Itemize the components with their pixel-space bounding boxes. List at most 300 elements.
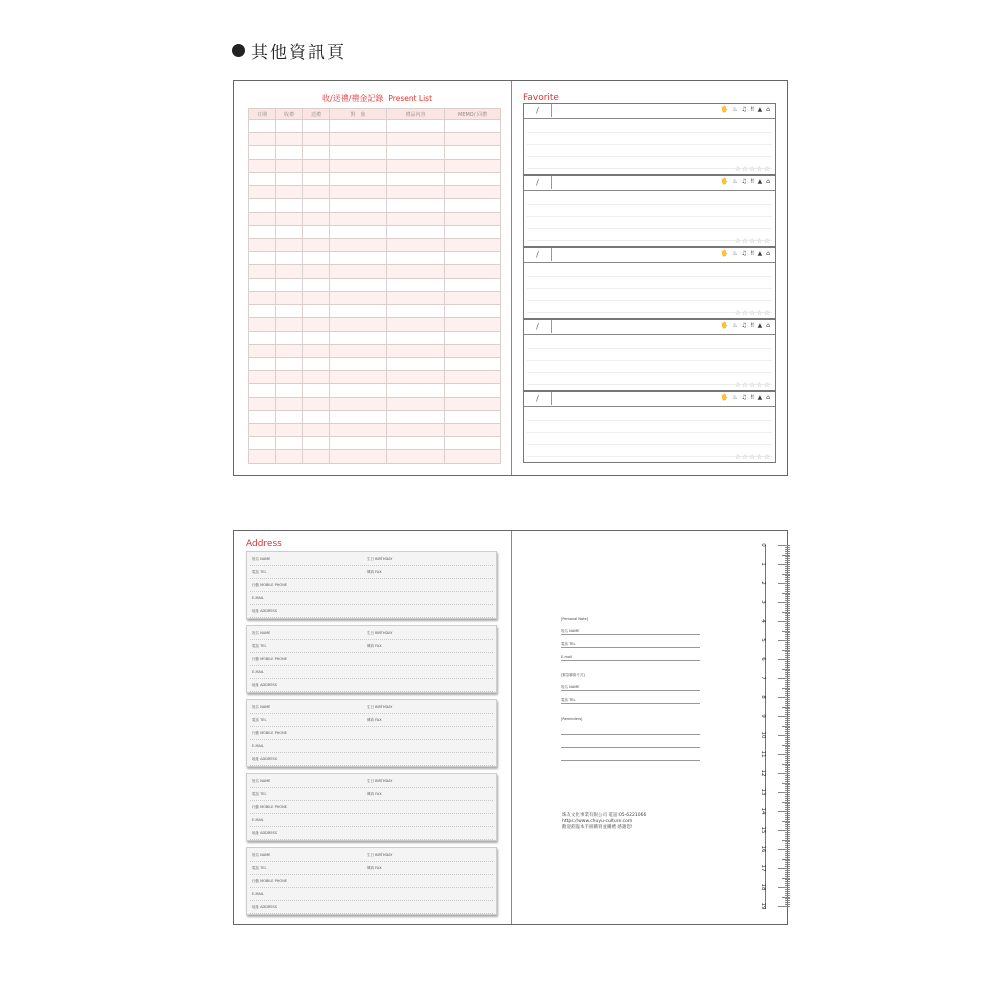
table-cell[interactable] — [303, 159, 330, 172]
table-cell[interactable] — [330, 450, 387, 464]
table-cell[interactable] — [387, 278, 445, 291]
ruler-tick — [785, 872, 790, 873]
table-cell[interactable] — [303, 331, 330, 344]
address-field-label: 行動 MOBILE PHONE — [252, 879, 287, 883]
ruler-tick — [785, 826, 790, 827]
table-cell[interactable] — [276, 424, 303, 437]
ruler-tick — [785, 674, 790, 675]
table-cell[interactable] — [330, 344, 387, 357]
table-cell[interactable] — [303, 410, 330, 423]
ruler-tick — [785, 570, 790, 571]
table-cell[interactable] — [249, 278, 276, 291]
rating-stars-icon[interactable]: ☆☆☆☆☆ — [734, 165, 771, 173]
ruler-number: 16 — [760, 845, 766, 853]
address-field-label: 地址 ADDRESS — [252, 831, 277, 835]
category-icons: 🖐 ♨ ♫ ‼ ▲ ⌂ — [720, 322, 771, 329]
table-cell[interactable] — [445, 424, 501, 437]
table-cell[interactable] — [330, 238, 387, 251]
table-cell[interactable] — [249, 159, 276, 172]
table-cell[interactable] — [276, 291, 303, 304]
table-cell[interactable] — [387, 265, 445, 278]
ruler-tick — [785, 800, 790, 801]
table-cell[interactable] — [249, 357, 276, 370]
ruler-tick — [785, 855, 790, 856]
writing-line — [527, 156, 772, 157]
table-row — [249, 384, 501, 397]
table-cell[interactable] — [330, 305, 387, 318]
present-list-column-header: 對 象 — [330, 109, 387, 120]
address-field-label: 生日 BIRTHDAY — [367, 631, 393, 635]
table-cell[interactable] — [249, 371, 276, 384]
table-cell[interactable] — [445, 159, 501, 172]
table-cell[interactable] — [330, 186, 387, 199]
address-card — [246, 551, 497, 619]
table-cell[interactable] — [276, 186, 303, 199]
ruler-tick — [782, 764, 790, 765]
table-cell[interactable] — [276, 252, 303, 265]
table-cell[interactable] — [445, 252, 501, 265]
table-cell[interactable] — [445, 410, 501, 423]
table-cell[interactable] — [249, 146, 276, 159]
ruler-tick — [778, 773, 790, 774]
table-cell[interactable] — [445, 146, 501, 159]
ruler-tick — [782, 555, 790, 556]
ruler-tick — [785, 549, 790, 550]
ruler-tick — [785, 815, 790, 816]
ruler-tick — [785, 693, 790, 694]
table-cell[interactable] — [387, 252, 445, 265]
table-cell[interactable] — [387, 437, 445, 450]
address-field-row[interactable] — [250, 626, 493, 640]
ruler-tick — [782, 612, 790, 613]
writing-line — [527, 360, 772, 361]
table-cell[interactable] — [445, 397, 501, 410]
table-cell[interactable] — [303, 318, 330, 331]
address-field-row[interactable] — [250, 726, 493, 740]
address-field-row[interactable] — [250, 861, 493, 875]
ruler-tick — [785, 598, 790, 599]
table-cell[interactable] — [330, 357, 387, 370]
table-cell[interactable] — [249, 397, 276, 410]
table-cell[interactable] — [303, 450, 330, 464]
address-field-label: 姓名 NAME — [252, 631, 271, 635]
ruler-tick — [785, 606, 790, 607]
address-field-row[interactable] — [250, 848, 493, 862]
table-cell[interactable] — [303, 291, 330, 304]
date-field[interactable]: / — [524, 248, 552, 261]
address-field-row[interactable] — [250, 739, 493, 753]
table-cell[interactable] — [330, 212, 387, 225]
favorite-entry — [523, 175, 776, 247]
ruler-tick — [785, 684, 790, 685]
address-field-row[interactable] — [250, 665, 493, 679]
table-cell[interactable] — [387, 357, 445, 370]
table-cell[interactable] — [276, 450, 303, 464]
ruler-tick — [785, 807, 790, 808]
table-cell[interactable] — [387, 225, 445, 238]
ruler-tick — [785, 889, 790, 890]
address-field-label: 生日 BIRTHDAY — [367, 853, 393, 857]
table-cell[interactable] — [276, 172, 303, 185]
table-cell[interactable] — [249, 305, 276, 318]
ruler-tick — [785, 712, 790, 713]
ruler-tick — [785, 560, 790, 561]
table-cell[interactable] — [276, 318, 303, 331]
table-cell[interactable] — [445, 384, 501, 397]
reminders-heading: [Reminders] — [561, 717, 583, 721]
rating-stars-icon[interactable]: ☆☆☆☆☆ — [734, 237, 771, 245]
table-cell[interactable] — [387, 397, 445, 410]
ruler-tick — [785, 676, 790, 677]
table-cell[interactable] — [303, 186, 330, 199]
address-field-row[interactable] — [250, 678, 493, 692]
address-field-row[interactable] — [250, 713, 493, 727]
table-cell[interactable] — [387, 424, 445, 437]
table-cell[interactable] — [445, 212, 501, 225]
table-cell[interactable] — [249, 225, 276, 238]
table-cell[interactable] — [276, 212, 303, 225]
table-cell[interactable] — [276, 331, 303, 344]
table-cell[interactable] — [276, 159, 303, 172]
table-cell[interactable] — [330, 225, 387, 238]
ruler-tick — [785, 775, 790, 776]
ruler-tick — [785, 762, 790, 763]
table-cell[interactable] — [303, 172, 330, 185]
address-field-row[interactable] — [250, 552, 493, 566]
ruler-tick — [785, 562, 790, 563]
writing-line — [527, 288, 772, 289]
present-list-title-en: Present List — [388, 94, 433, 103]
table-cell[interactable] — [330, 318, 387, 331]
table-row — [249, 186, 501, 199]
table-cell[interactable] — [249, 212, 276, 225]
table-cell[interactable] — [330, 159, 387, 172]
table-cell[interactable] — [387, 331, 445, 344]
table-cell[interactable] — [445, 172, 501, 185]
address-field-label: 電話 TEL — [252, 718, 267, 722]
table-cell[interactable] — [445, 357, 501, 370]
table-cell[interactable] — [249, 450, 276, 464]
table-cell[interactable] — [276, 238, 303, 251]
rating-stars-icon[interactable]: ☆☆☆☆☆ — [734, 309, 771, 317]
date-field[interactable]: / — [524, 104, 552, 117]
table-cell[interactable] — [445, 133, 501, 146]
table-cell[interactable] — [249, 120, 276, 133]
table-cell[interactable] — [445, 291, 501, 304]
address-field-row[interactable] — [250, 774, 493, 788]
table-row — [249, 238, 501, 251]
table-cell[interactable] — [330, 371, 387, 384]
address-field-row[interactable] — [250, 639, 493, 653]
table-cell[interactable] — [330, 410, 387, 423]
table-cell[interactable] — [303, 252, 330, 265]
address-field-label: E-MAIL — [252, 892, 264, 896]
address-field-label: 生日 BIRTHDAY — [367, 557, 393, 561]
table-cell[interactable] — [276, 278, 303, 291]
table-cell[interactable] — [387, 133, 445, 146]
table-cell[interactable] — [387, 371, 445, 384]
spread-present-favorite — [233, 80, 788, 476]
rating-stars-icon[interactable]: ☆☆☆☆☆ — [734, 381, 771, 389]
address-field-row[interactable] — [250, 813, 493, 827]
table-cell[interactable] — [303, 238, 330, 251]
date-field[interactable]: / — [524, 320, 552, 333]
ruler-tick — [785, 836, 790, 837]
bullet-icon — [232, 44, 245, 57]
table-cell[interactable] — [387, 212, 445, 225]
table-cell[interactable] — [330, 437, 387, 450]
table-cell[interactable] — [445, 265, 501, 278]
ruler-tick — [785, 661, 790, 662]
table-cell[interactable] — [330, 172, 387, 185]
table-cell[interactable] — [249, 238, 276, 251]
address-field-row[interactable] — [250, 604, 493, 618]
table-cell[interactable] — [303, 199, 330, 212]
personal-name-label: 姓名 NAME — [561, 629, 580, 633]
table-cell[interactable] — [276, 120, 303, 133]
address-field-row[interactable] — [250, 887, 493, 901]
table-cell[interactable] — [387, 159, 445, 172]
ruler-tick — [785, 902, 790, 903]
table-cell[interactable] — [330, 146, 387, 159]
table-cell[interactable] — [303, 133, 330, 146]
table-cell[interactable] — [249, 331, 276, 344]
table-cell[interactable] — [276, 410, 303, 423]
table-cell[interactable] — [330, 199, 387, 212]
ruler-tick — [785, 720, 790, 721]
ruler-number: 14 — [760, 807, 766, 815]
ruler-tick — [785, 634, 790, 635]
table-cell[interactable] — [330, 120, 387, 133]
ruler-tick — [785, 790, 790, 791]
table-cell[interactable] — [276, 344, 303, 357]
table-cell[interactable] — [276, 357, 303, 370]
favorite-title: Favorite — [523, 93, 559, 103]
table-cell[interactable] — [249, 199, 276, 212]
table-cell[interactable] — [249, 344, 276, 357]
category-icons: 🖐 ♨ ♫ ‼ ▲ ⌂ — [720, 394, 771, 401]
ruler-tick — [778, 716, 790, 717]
table-cell[interactable] — [445, 278, 501, 291]
table-cell[interactable] — [303, 384, 330, 397]
category-icons: 🖐 ♨ ♫ ‼ ▲ ⌂ — [720, 106, 771, 113]
present-list-column-header: 日期 — [249, 109, 276, 120]
table-cell[interactable] — [303, 265, 330, 278]
ruler-tick — [785, 663, 790, 664]
table-cell[interactable] — [249, 252, 276, 265]
ruler-tick — [785, 741, 790, 742]
table-cell[interactable] — [303, 305, 330, 318]
ruler-tick — [785, 853, 790, 854]
table-cell[interactable] — [249, 172, 276, 185]
address-title: Address — [246, 539, 282, 549]
address-field-row[interactable] — [250, 826, 493, 840]
ruler-tick — [785, 600, 790, 601]
ruler-tick — [782, 688, 790, 689]
ruler-tick — [785, 838, 790, 839]
date-field[interactable]: / — [524, 176, 552, 189]
ruler-tick — [785, 822, 790, 823]
page-heading-text: 其他資訊頁 — [251, 43, 346, 63]
table-cell[interactable] — [249, 186, 276, 199]
ruler-tick — [785, 803, 790, 804]
table-row — [249, 146, 501, 159]
ruler-tick — [785, 613, 790, 614]
ruler-tick — [782, 650, 790, 651]
table-cell[interactable] — [249, 424, 276, 437]
ruler-tick — [785, 847, 790, 848]
address-field-row[interactable] — [250, 800, 493, 814]
table-cell[interactable] — [387, 384, 445, 397]
table-cell[interactable] — [445, 305, 501, 318]
table-cell[interactable] — [303, 225, 330, 238]
table-cell[interactable] — [330, 397, 387, 410]
ruler-tick — [785, 604, 790, 605]
table-cell[interactable] — [303, 344, 330, 357]
ruler-tick — [778, 887, 790, 888]
table-cell[interactable] — [387, 186, 445, 199]
address-field-row[interactable] — [250, 787, 493, 801]
table-cell[interactable] — [387, 199, 445, 212]
address-field-row[interactable] — [250, 591, 493, 605]
table-row — [249, 172, 501, 185]
address-field-row[interactable] — [250, 874, 493, 888]
address-field-label: 行動 MOBILE PHONE — [252, 657, 287, 661]
table-cell[interactable] — [387, 146, 445, 159]
ruler-tick — [785, 547, 790, 548]
ruler-tick — [778, 868, 790, 869]
table-cell[interactable] — [445, 450, 501, 464]
table-cell[interactable] — [330, 133, 387, 146]
table-cell[interactable] — [276, 265, 303, 278]
ruler-number: 11 — [760, 750, 766, 758]
table-cell[interactable] — [303, 357, 330, 370]
table-cell[interactable] — [276, 371, 303, 384]
ruler-tick — [785, 691, 790, 692]
ruler-number: 8 — [760, 695, 766, 699]
table-cell[interactable] — [387, 291, 445, 304]
table-cell[interactable] — [303, 120, 330, 133]
table-cell[interactable] — [445, 371, 501, 384]
table-cell[interactable] — [330, 331, 387, 344]
table-row — [249, 318, 501, 331]
table-cell[interactable] — [249, 133, 276, 146]
table-cell[interactable] — [249, 437, 276, 450]
category-icons: 🖐 ♨ ♫ ‼ ▲ ⌂ — [720, 178, 771, 185]
table-cell[interactable] — [249, 410, 276, 423]
favorite-entry-header — [524, 248, 775, 263]
ruler-tick — [785, 870, 790, 871]
table-cell[interactable] — [249, 318, 276, 331]
page-heading — [232, 38, 346, 63]
address-field-row[interactable] — [250, 752, 493, 766]
table-cell[interactable] — [276, 225, 303, 238]
company-info — [562, 813, 646, 831]
table-cell[interactable] — [276, 384, 303, 397]
ruler-tick — [785, 615, 790, 616]
table-cell[interactable] — [276, 305, 303, 318]
ruler-tick — [785, 851, 790, 852]
table-cell[interactable] — [445, 120, 501, 133]
table-cell[interactable] — [330, 252, 387, 265]
table-cell[interactable] — [276, 133, 303, 146]
ruler-tick — [785, 760, 790, 761]
ruler-tick — [785, 750, 790, 751]
table-cell[interactable] — [330, 265, 387, 278]
ruler-tick — [778, 640, 790, 641]
ruler-tick — [785, 585, 790, 586]
address-field-row[interactable] — [250, 900, 493, 914]
address-field-label: E-MAIL — [252, 744, 264, 748]
table-cell[interactable] — [387, 410, 445, 423]
table-cell[interactable] — [303, 371, 330, 384]
table-cell[interactable] — [445, 437, 501, 450]
date-field[interactable]: / — [524, 392, 552, 405]
ruler-tick — [785, 765, 790, 766]
table-cell[interactable] — [330, 424, 387, 437]
table-cell[interactable] — [249, 265, 276, 278]
table-cell[interactable] — [330, 291, 387, 304]
table-cell[interactable] — [387, 318, 445, 331]
table-cell[interactable] — [276, 199, 303, 212]
table-cell[interactable] — [303, 424, 330, 437]
ruler-tick — [785, 862, 790, 863]
table-cell[interactable] — [303, 212, 330, 225]
ruler-tick — [785, 648, 790, 649]
table-cell[interactable] — [445, 318, 501, 331]
ruler-tick — [778, 792, 790, 793]
address-field-label: 姓名 NAME — [252, 779, 271, 783]
table-cell[interactable] — [387, 120, 445, 133]
table-row — [249, 133, 501, 146]
personal-email-label: E-mail — [561, 655, 572, 659]
table-cell[interactable] — [303, 278, 330, 291]
table-cell[interactable] — [387, 172, 445, 185]
ruler-tick — [782, 802, 790, 803]
address-field-row[interactable] — [250, 652, 493, 666]
address-field-row[interactable] — [250, 578, 493, 592]
address-field-label: 傳真 FAX — [367, 570, 382, 574]
table-cell[interactable] — [445, 344, 501, 357]
table-cell[interactable] — [249, 384, 276, 397]
table-cell[interactable] — [387, 238, 445, 251]
table-cell[interactable] — [445, 238, 501, 251]
table-cell[interactable] — [445, 186, 501, 199]
table-cell[interactable] — [387, 305, 445, 318]
rating-stars-icon[interactable]: ☆☆☆☆☆ — [734, 453, 771, 461]
table-cell[interactable] — [387, 450, 445, 464]
table-cell[interactable] — [276, 146, 303, 159]
table-cell[interactable] — [276, 437, 303, 450]
table-cell[interactable] — [276, 397, 303, 410]
table-cell[interactable] — [387, 344, 445, 357]
table-cell[interactable] — [330, 384, 387, 397]
table-cell[interactable] — [445, 331, 501, 344]
address-field-row[interactable] — [250, 700, 493, 714]
table-cell[interactable] — [330, 278, 387, 291]
present-list-column-header: 禮品內容 — [387, 109, 445, 120]
table-cell[interactable] — [303, 437, 330, 450]
table-cell[interactable] — [303, 146, 330, 159]
table-cell[interactable] — [303, 397, 330, 410]
ruler-tick — [785, 617, 790, 618]
table-cell[interactable] — [249, 291, 276, 304]
table-cell[interactable] — [445, 225, 501, 238]
ruler-tick — [785, 703, 790, 704]
ruler-tick — [785, 608, 790, 609]
table-cell[interactable] — [445, 199, 501, 212]
address-field-row[interactable] — [250, 565, 493, 579]
